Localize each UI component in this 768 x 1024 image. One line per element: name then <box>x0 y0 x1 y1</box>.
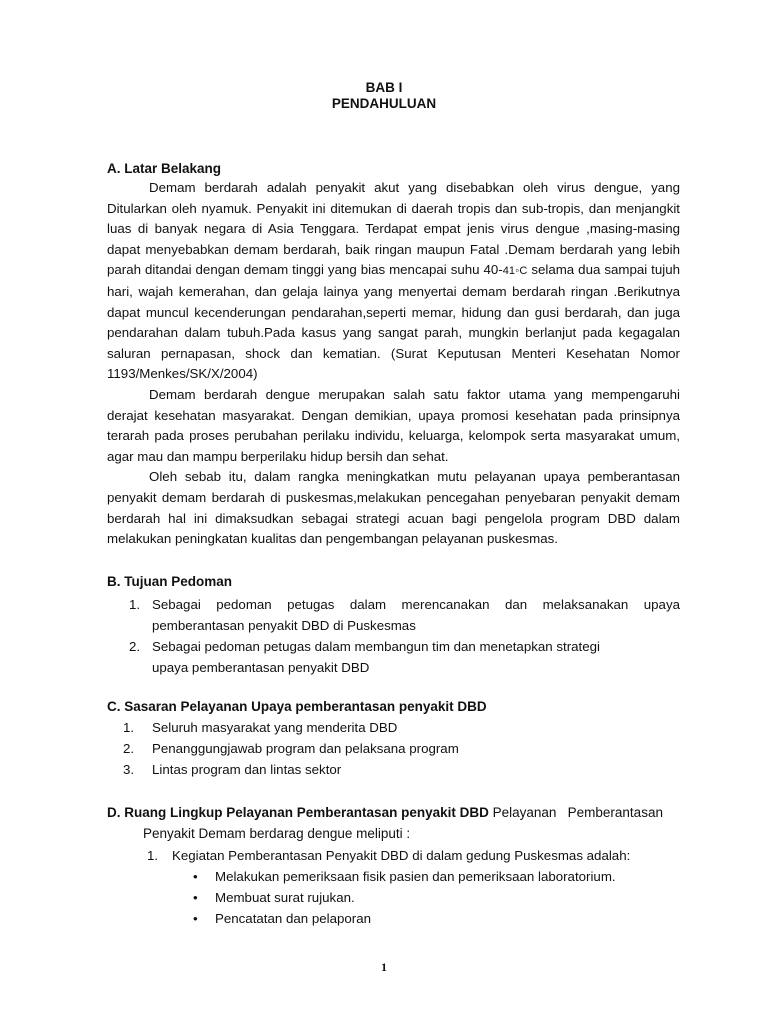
section-c-list <box>107 717 680 780</box>
section-d-heading-normal: Pelayanan Pemberantasan <box>488 805 663 820</box>
chapter-title: PENDAHULUAN <box>331 96 437 111</box>
section-c-heading: C. Sasaran Pelayanan Upaya pemberantasan penyakit DBD <box>107 699 487 714</box>
list-number: 1. <box>123 720 135 735</box>
list-text: Lintas program dan lintas sektor <box>152 762 342 777</box>
section-d-heading-bold: D. Ruang Lingkup Pelayanan Pemberantasan penyakit DBD <box>107 805 489 820</box>
bullet-item <box>107 887 680 908</box>
bullet-text: Pencatatan dan pelaporan <box>215 911 371 926</box>
list-item <box>107 759 680 780</box>
list-text: Seluruh masyarakat yang menderita DBD <box>152 720 398 735</box>
list-text: Penanggungjawab program dan pelaksana program <box>152 741 459 756</box>
list-item <box>107 717 680 738</box>
list-item-continued <box>107 657 680 678</box>
bullet-item <box>107 908 680 929</box>
section-d-heading <box>107 805 680 820</box>
list-number: 1. <box>147 848 159 863</box>
p1-rest-text: selama dua sampai tujuh hari, wajah kemerahan, dan gelaja lainya yang menyertai demam berdarah ringan .Berikutnya dapat muncul kecenderungan pendarahan,seperti memar, hidung dan gusi berdarah, dan juga pendarahan dalam tubuh.Pada kasus yang sangat parah, mungkin berlanjut pada kegagalan saluran pernapasan, shock dan kematian. (Surat Keputusan Menteri Kesehatan Nomor 1193/Menkes/SK/X/2004) <box>107 262 680 382</box>
section-d-intro: Penyakit Demam berdarag dengue meliputi : <box>143 826 411 841</box>
chapter-label: BAB I <box>365 80 403 95</box>
section-a-body <box>107 178 680 550</box>
bullet-icon: • <box>193 890 198 905</box>
section-a-paragraph-1 <box>107 178 680 385</box>
p1-text: Demam berdarah adalah penyakit akut yang disebabkan oleh virus dengue, yang Ditularkan oleh nyamuk. Penyakit ini ditemukan di daerah tropis dan sub-tropis, dan menjangkit luas di banyak negara di Asia Tenggara. Terdapat empat jenis virus dengue ,masing-masing dapat menyebabkan demam berdarah, baik ringan maupun Fatal .Demam berdarah yang lebih parah ditandai dengan demam tinggi yang bias mencapai suhu 40- <box>107 180 680 278</box>
list-item <box>107 738 680 759</box>
list-text: Kegiatan Pemberantasan Penyakit DBD di dalam gedung Puskesmas adalah: <box>172 848 631 863</box>
page-number: 1 <box>381 960 387 974</box>
list-number: 3. <box>123 762 135 777</box>
list-text: Sebagai pedoman petugas dalam membangun tim dan menetapkan strategi <box>152 639 600 654</box>
list-number: 1. <box>129 597 141 612</box>
temperature-value: 41◦C <box>502 265 528 278</box>
bullet-text: Melakukan pemeriksaan fisik pasien dan pemeriksaan laboratorium. <box>215 869 616 884</box>
list-text: Sebagai pedoman petugas dalam merencanakan dan melaksanakan upaya <box>152 597 680 612</box>
section-a-paragraph-2: Demam berdarah dengue merupakan salah satu faktor utama yang mempengaruhi derajat kesehatan masyarakat. Dengan demikian, upaya promosi kesehatan pada prinsipnya terarah pada proses perubahan perilaku individu, keluarga, kelompok serta masyarakat umum, agar mau dan mampu berperilaku hidup bersih dan sehat. <box>107 386 680 464</box>
bullet-text: Membuat surat rujukan. <box>215 890 355 905</box>
list-text: pemberantasan penyakit DBD di Puskesmas <box>152 618 416 633</box>
list-number: 2. <box>123 741 135 756</box>
section-a-heading: A. Latar Belakang <box>107 161 222 176</box>
bullet-icon: • <box>193 911 198 926</box>
list-item-continued <box>107 615 680 636</box>
bullet-icon: • <box>193 869 198 884</box>
list-text: upaya pemberantasan penyakit DBD <box>152 660 370 675</box>
section-d-list <box>107 845 680 929</box>
list-item <box>107 594 680 615</box>
list-number: 2. <box>129 639 141 654</box>
bullet-item <box>107 866 680 887</box>
list-item <box>107 636 680 657</box>
list-item <box>107 845 680 866</box>
section-a-paragraph-3: Oleh sebab itu, dalam rangka meningkatkan mutu pelayanan upaya pemberantasan penyakit demam berdarah di puskesmas,melakukan pencegahan penyebaran penyakit demam berdarah hal ini dimaksudkan sebagai strategi acuan bagi pengelola program DBD dalam melakukan peningkatan kualitas dan pengembangan pelayanan puskesmas. <box>107 469 680 547</box>
section-b-list <box>107 594 680 678</box>
section-b-heading: B. Tujuan Pedoman <box>107 574 233 589</box>
